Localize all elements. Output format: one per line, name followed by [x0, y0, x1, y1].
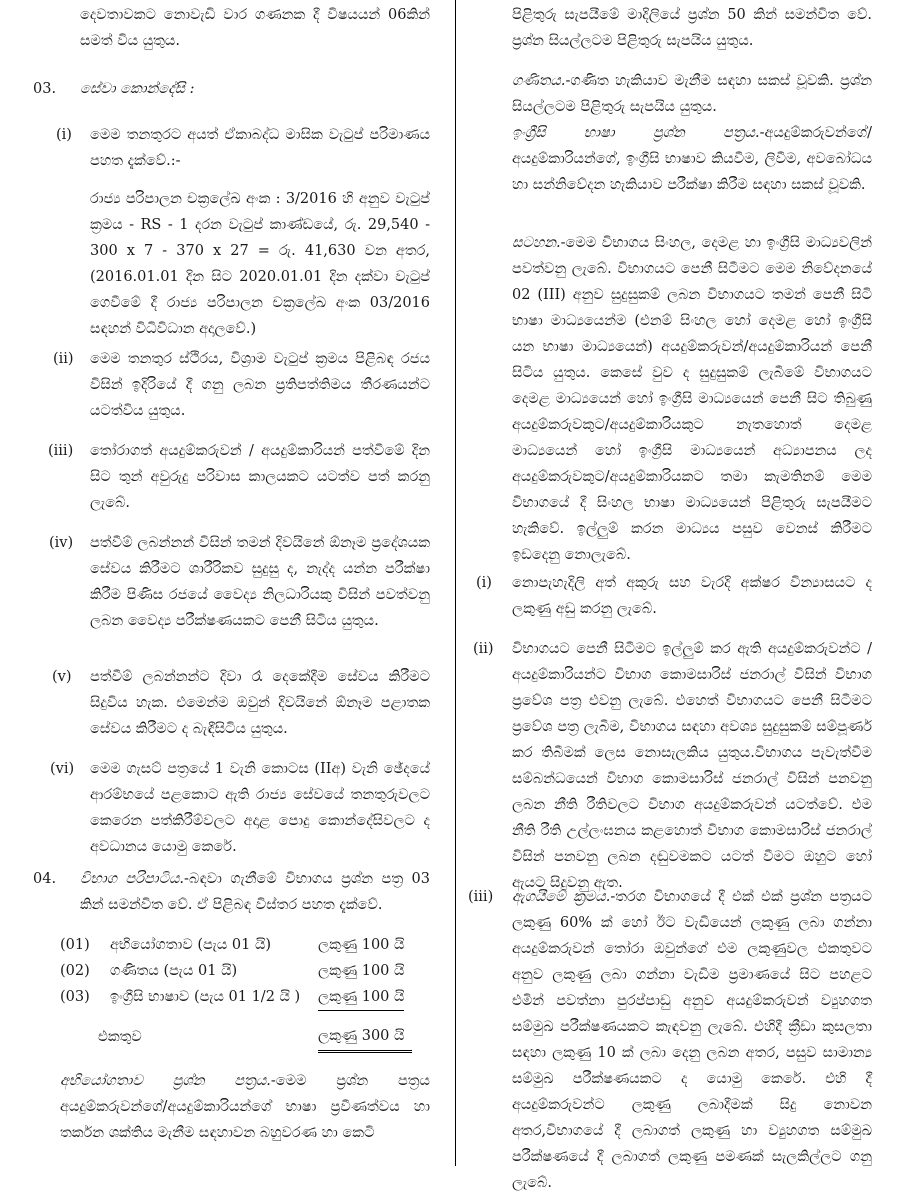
r-item-iii-number: (iii) — [468, 889, 494, 905]
paper-subject: ඉංග්‍රීසි භාෂාව (පැය 01 1/2 යි ) — [110, 989, 301, 1005]
paper-number: (01) — [60, 937, 90, 953]
paper-number: (03) — [60, 989, 90, 1005]
english-paper-title: ඉංග්‍රීසි භාෂා ප්‍රශ්න පත්‍රය. — [512, 125, 760, 141]
aptitude-paper-paragraph — [60, 1068, 430, 1146]
evaluation-method-text: -තරග විභාගයේ දී එක් එක් ප්‍රශ්න පත්‍රයට ලකුණු 60% ක් හෝ ඊට වැඩියෙන් ලකුණු ලබා ගන්නා අයදුම්කරුවන් තෝරා ඔවුන්ගේ එම ලකුණුවල එකතුවට අනුව ලකුණු ලබා ගන්නා වැඩිම ප්‍රමාණයේ සිට පහළට එමින් පවත්නා පුරප්පාඩු අනුව අයදුම්කරුවන් ව්‍යුහගත සම්මුඛ පරීක්ෂණයකට කැඳවනු ලැබේ. එහිදී ක්‍රීඩා කුසලතා සඳහා ලකුණු 10 ක් ලබා දෙනු ලබන අතර, පසුව සාමාන්‍ය සම්මුඛ පරීක්ෂණයකට ද යොමු කෙරේ. එහි දී අයදුම්කරුවන්ට ලකුණු ලබාදීමක් සිදු නොවන අතර,විභාගයේ දී ලබාගත් ලකුණු හා ව්‍යුහගත සම්මුඛ පරීක්ෂණයේ දී ලබාගත් ලකුණු පමණක් සැලකිල්ලට ගනු ලැබේ. — [512, 889, 872, 1191]
note-text: -මෙම විභාගය සිංහල, දෙමළ හා ඉංග්‍රීසි මාධ්‍යවලින් පවත්වනු ලැබේ. විභාගයට පෙනී සිටීමට මෙම නිවේදනයේ 02 (III) අනුව සුදුසුකම් ලබන විභාගයට තමන් පෙනී සිටි භාෂා මාධ්‍යයෙන්ම (එනම් සිංහල හෝ දෙමළ හෝ ඉංග්‍රීසි යන භාෂා මාධ්‍යයෙන්) අයදුම්කරුවන්/අයදුම්කාරියන් පෙනී සිටිය යුතුය. කෙසේ වුව ද සුදුසුකම් ලැබීමේ විභාගයට දෙමළ මාධ්‍යයෙන් හෝ ඉංග්‍රීසි මාධ්‍යයෙන් පෙනී සිට තිබුණු අයදුම්කරුවකුට/අයදුම්කාරියකුට නැතහොත් දෙමළ මාධ්‍යයෙන් හෝ ඉංග්‍රීසි මාධ්‍යයෙන් අධ්‍යාපනය ලද අයදුම්කරුවකුට/අයදුම්කාරියකට තමා කැමතිනම් මෙම විභාගයේ දී සිංහල භාෂා මාධ්‍යයෙන් පිළිතුරු සැපයීමට හැකිවේ. ඉල්ලුම් කරන මාධ්‍යය පසුව වෙනස් කිරීමට ඉඩදෙනු නොලැබේ. — [512, 235, 872, 563]
s03-item-vi-number: (vi) — [50, 761, 75, 777]
s03-item-vi-text: මෙම ගැසට් පත්‍රයේ 1 වැනි කොටස (IIඅ) වැනි ඡේදයේ ආරම්භයේ පළකොට ඇති රාජ්‍ය සේවයේ තනතුරුවලට කෙරෙන පත්කිරීම්වලට අදාළ පොදු කොන්දේසිවලට ද අවධානය යොමු කෙරේ. — [90, 761, 430, 855]
s03-item-iii-text: තෝරාගත් අයදුම්කරුවන් / අයදුම්කාරියන් පත්වීමේ දින සිට තුන් අවුරුදු පරිවාස කාලයකට යටත්ව පත් කරනු ලැබේ. — [90, 443, 430, 511]
s03-item-v-text: පත්වීම් ලබන්නන්ට දිවා රෑ දෙකේදීම සේවය කිරීමට සිදුවිය හැක. එමෙන්ම ඔවුන් දිවයිනේ ඕනෑම පළාතක සේවය කිරීමට ද බැඳීසිටිය යුතුය. — [90, 669, 430, 737]
s03-item-v-number: (v) — [52, 669, 72, 685]
evaluation-method-paragraph — [512, 884, 872, 1196]
s03-item-i-text: මෙම තනතුරට අයත් ඒකාබද්ධ මාසික වැටුප් පරිමාණය පහත දැක්වේ.:- — [90, 127, 430, 169]
total-marks: ලකුණු 300 යි — [318, 1024, 412, 1053]
mathematics-paper-paragraph — [512, 68, 872, 120]
s03-salary-scale-paragraph: රාජ්‍ය පරිපාලන චක්‍රලේඛ අංක : 3/2016 හි අනුව වැටුප් ක්‍රමය - RS - 1 දරන වැටුප් කාණ්ඩයේ, රු. 29,540 - 300 x 7 - 370 x 27 = රු. 41,630 වන අතර, (2016.01.01 දින සිට 2020.01.01 දින දක්වා වැටුප් ගෙවීමේ දී රාජ්‍ය පරිපාලන චක්‍රලේඛ අංක 03/2016 සඳහන් විධිවිධාන අදාලවේ.) — [90, 191, 430, 337]
table-row — [60, 932, 404, 958]
aptitude-paper-text: -මෙම ප්‍රශ්න පත්‍රය අයදුම්කරුවන්ගේ/අයදුම්කාරියන්ගේ භාෂා ප්‍රවීණත්වය හා තර්කන ශක්තිය මැනීම සඳහාවන බහුවරණ හා කෙටි — [60, 1073, 430, 1141]
intro-paragraph: දෙවතාවකට නොවැඩි වාර ගණනක දී විෂයයන් 06කින් සමත් විය යුතුය. — [80, 7, 430, 49]
section-03-title: සේවා කොන්දේසි : — [80, 81, 195, 97]
paper-marks: ලකුණු 100 යි — [318, 937, 405, 953]
section-04-paragraph — [80, 866, 430, 918]
r-item-ii-text: විභාගයට පෙනී සිටීමට ඉල්ලුම් කර ඇති අයදුම්කරුවන්ට /අයදුම්කාරියන්ට විභාග කොමසාරිස් ජනරාල් විසින් විභාග ප්‍රවේශ පත්‍ර එවනු ලැබේ. එහෙත් විභාගයට පෙනී සිටීමට ප්‍රවේශ පත්‍ර ලැබීම, විභාගය සඳහා අවශ්‍ය සුදුසුකම් සම්පූර්ණ කර තිබීමක් ලෙස නොසැලකිය යුතුය.විභාගය පැවැත්වීම සම්බන්ධයෙන් විභාග කොමසාරිස් ජනරාල් විසින් පනවනු ලබන නීති රීතිවලට විභාග අයදුම්කරුවන් යටත්වේ. එම නීති රීති උල්ලංඝනය කළහොත් විභාග කොමසාරිස් ජනරාල් විසින් පනවනු ලබන දඬුවමකට යටත් වීමට ඔහුට හෝ ඇයට සිදුවනු ඇත. — [512, 641, 872, 891]
note-title: සටහන. — [512, 235, 561, 251]
paper-number: (02) — [60, 963, 90, 979]
paper-subject: අභියෝගතාව (පැය 01 යි) — [110, 937, 272, 953]
section-03-number: 03. — [33, 81, 57, 97]
paper-subject: ගණිතය (පැය 01 යි) — [110, 963, 238, 979]
r-item-i-number: (i) — [476, 575, 492, 591]
s03-item-iv-number: (iv) — [49, 535, 74, 551]
section-04-number: 04. — [33, 871, 57, 887]
s03-item-iii-number: (iii) — [48, 443, 74, 459]
note-paragraph — [512, 230, 872, 568]
s03-item-i-number: (i) — [56, 127, 72, 143]
table-row — [60, 958, 404, 984]
aptitude-continued-paragraph: පිළිතුරු සැපයීමේ මාදිලියේ ප්‍රශ්න 50 කින් සමන්විත වේ. ප්‍රශ්න සියල්ලටම පිළිතුරු සැපයිය යුතුය. — [512, 7, 872, 49]
mathematics-paper-title: ගණිතය. — [512, 73, 566, 89]
section-04-title: විභාග පරිපාටිය. — [80, 871, 185, 887]
section-04-text: -බඳවා ගැනීමේ විභාගය ප්‍රශ්න පත්‍ර 03 කින් සමන්විත වේ. ඒ පිළිබඳ විස්තර පහත දැක්වේ. — [80, 871, 430, 913]
r-item-i-text: නොපැහැදිලි අත් අකුරු සහ වැරදි අක්ෂර වින්‍යාසයට ද ලකුණු අඩු කරනු ලැබේ. — [512, 575, 872, 617]
column-divider — [455, 0, 456, 1166]
table-row — [60, 984, 404, 1011]
total-label: එකතුව — [98, 1029, 142, 1045]
exam-papers-table — [60, 932, 404, 1011]
paper-marks: ලකුණු 100 යි — [318, 963, 405, 979]
mathematics-paper-text: -ගණිත හැකියාව මැනීම සඳහා සකස් වූවකි. ප්‍රශ්න සියල්ලටම පිළිතුරු සැපයිය යුතුය. — [512, 73, 872, 115]
s03-item-ii-text: මෙම තනතුර ස්ථිරය, විශ්‍රාම වැටුප් ක්‍රමය පිළිබඳ රජය විසින් ඉදිරියේ දී ගනු ලබන ප්‍රතිපත්තිමය තීරණයන්ට යටත්විය යුතුය. — [90, 351, 430, 419]
s03-item-iv-text: පත්වීම් ලබන්නන් විසින් තමන් දිවයිනේ ඕනෑම ප්‍රදේශයක සේවය කිරීමට ශාරීරිකව සුදුසු ද, නැද්ද යන්න පරීක්ෂා කිරීම පිණිස රජයේ වෛද්‍ය නිලධාරියකු විසින් පවත්වනු ලබන වෛද්‍ය පරීක්ෂණයකට පෙනී සිටිය යුතුය. — [90, 535, 430, 629]
english-paper-paragraph — [512, 120, 872, 198]
evaluation-method-title: ඇගයීමේ ක්‍රමය. — [512, 889, 611, 905]
paper-marks: ලකුණු 100 යි — [318, 984, 404, 1011]
s03-item-ii-number: (ii) — [53, 351, 74, 367]
english-paper-text: -අයදුම්කරුවන්ගේ/ අයදුම්කාරියන්ගේ, ඉංග්‍රීසි භාෂාව කියවීම, ලිවීම, අවබෝධය හා සන්නිවේදන හැකියාව පරීක්ෂා කිරීම සඳහා සකස් වූවකි. — [512, 125, 872, 193]
aptitude-paper-title: අභියෝගතාව ප්‍රශ්න පත්‍රය. — [60, 1073, 271, 1089]
r-item-ii-number: (ii) — [473, 641, 494, 657]
